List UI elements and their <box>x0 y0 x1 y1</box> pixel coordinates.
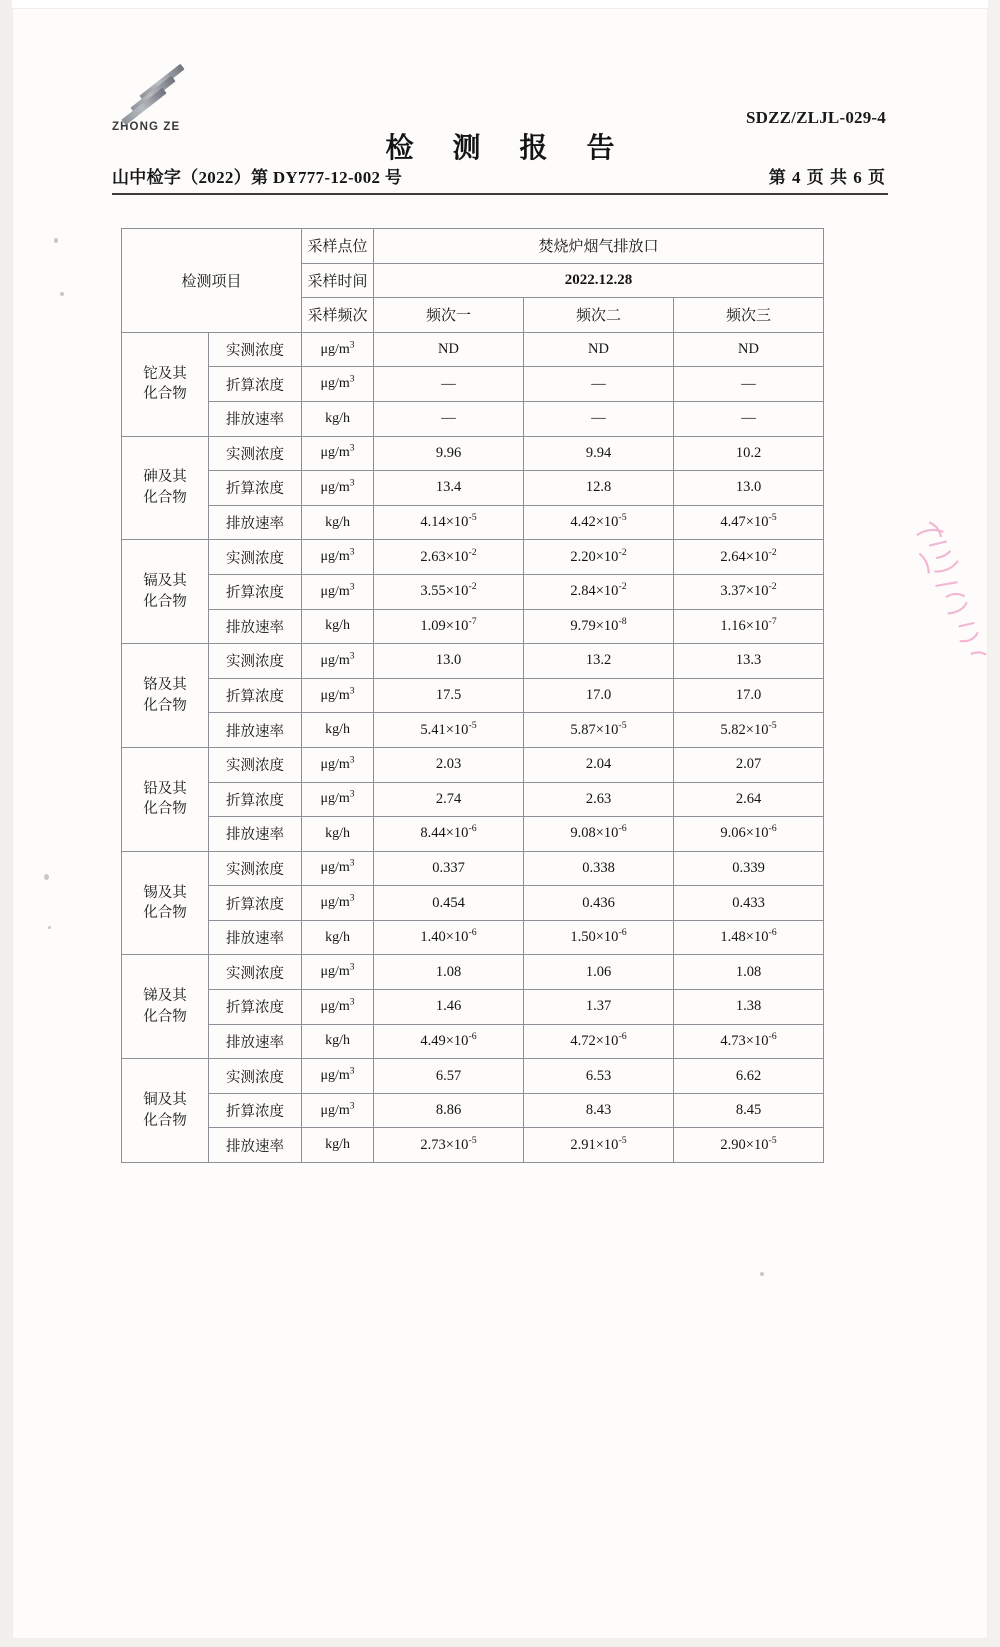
value-cell: $2.20\times 10^{-2}$ <box>524 540 674 575</box>
parameter-name: 实测浓度 <box>209 747 302 782</box>
unit-cell: kg/h <box>302 609 374 644</box>
table-row <box>122 747 824 782</box>
analyte-group-name: 镉及其 化合物 <box>122 540 209 644</box>
unit-cell: kg/h <box>302 505 374 540</box>
table-row <box>122 955 824 990</box>
analyte-group-name: 铬及其 化合物 <box>122 644 209 748</box>
value-cell: 2.63 <box>524 782 674 817</box>
analyte-group-name: 砷及其 化合物 <box>122 436 209 540</box>
analyte-group-name: 铜及其 化合物 <box>122 1059 209 1163</box>
parameter-name: 折算浓度 <box>209 990 302 1025</box>
value-cell: 12.8 <box>524 471 674 506</box>
value-cell: 2.04 <box>524 747 674 782</box>
parameter-name: 折算浓度 <box>209 678 302 713</box>
value-cell: 2.74 <box>374 782 524 817</box>
frequency-column-header-1: 频次一 <box>374 298 524 333</box>
value-cell: $8.44\times 10^{-6}$ <box>374 817 524 852</box>
unit-cell: $\mu g/m^3$ <box>302 955 374 990</box>
parameter-name: 实测浓度 <box>209 436 302 471</box>
parameter-name: 折算浓度 <box>209 367 302 402</box>
parameter-name: 排放速率 <box>209 817 302 852</box>
value-cell: $1.16\times 10^{-7}$ <box>674 609 824 644</box>
value-cell: — <box>524 401 674 436</box>
unit-cell: $\mu g/m^3$ <box>302 990 374 1025</box>
table-row <box>122 367 824 402</box>
scan-speck <box>60 292 64 296</box>
page-number: 第 4 页 共 6 页 <box>768 168 886 187</box>
value-cell: — <box>674 401 824 436</box>
value-cell: $1.48\times 10^{-6}$ <box>674 920 824 955</box>
unit-cell: $\mu g/m^3$ <box>302 367 374 402</box>
scan-edge-right <box>988 0 1000 1647</box>
table-row <box>122 505 824 540</box>
unit-cell: $\mu g/m^3$ <box>302 644 374 679</box>
table-row <box>122 1128 824 1163</box>
table-row <box>122 401 824 436</box>
table-row <box>122 851 824 886</box>
table-row <box>122 782 824 817</box>
analyte-group-name: 锡及其 化合物 <box>122 851 209 955</box>
table-row <box>122 886 824 921</box>
value-cell: $2.73\times 10^{-5}$ <box>374 1128 524 1163</box>
analyte-group-name: 锑及其 化合物 <box>122 955 209 1059</box>
parameter-name: 实测浓度 <box>209 955 302 990</box>
parameter-name: 排放速率 <box>209 609 302 644</box>
unit-cell: $\mu g/m^3$ <box>302 332 374 367</box>
value-cell: $2.84\times 10^{-2}$ <box>524 574 674 609</box>
sampling-frequency-label: 采样频次 <box>302 298 374 333</box>
value-cell: 0.337 <box>374 851 524 886</box>
value-cell: — <box>524 367 674 402</box>
unit-cell: kg/h <box>302 1024 374 1059</box>
table-row <box>122 540 824 575</box>
sampling-point-label: 采样点位 <box>302 229 374 264</box>
value-cell: 1.08 <box>674 955 824 990</box>
value-cell: $4.42\times 10^{-5}$ <box>524 505 674 540</box>
value-cell: $2.90\times 10^{-5}$ <box>674 1128 824 1163</box>
value-cell: $4.49\times 10^{-6}$ <box>374 1024 524 1059</box>
value-cell: $1.40\times 10^{-6}$ <box>374 920 524 955</box>
logo-text: ZHONG ZE <box>112 121 181 133</box>
scan-edge-left <box>0 0 12 1647</box>
value-cell: 6.62 <box>674 1059 824 1094</box>
logo-bars-icon <box>118 76 192 118</box>
value-cell: 6.53 <box>524 1059 674 1094</box>
parameter-name: 折算浓度 <box>209 574 302 609</box>
measurement-results-table <box>121 228 824 1163</box>
value-cell: $9.06\times 10^{-6}$ <box>674 817 824 852</box>
report-number: 山中检字（2022）第 DY777-12-002 号 <box>112 168 403 187</box>
table-row <box>122 1093 824 1128</box>
value-cell: 13.0 <box>374 644 524 679</box>
scan-speck <box>760 1272 764 1276</box>
unit-cell: $\mu g/m^3$ <box>302 747 374 782</box>
value-cell: — <box>674 367 824 402</box>
value-cell: $3.55\times 10^{-2}$ <box>374 574 524 609</box>
value-cell: ND <box>674 332 824 367</box>
value-cell: 8.45 <box>674 1093 824 1128</box>
value-cell: 0.338 <box>524 851 674 886</box>
table-row <box>122 609 824 644</box>
parameter-name: 折算浓度 <box>209 886 302 921</box>
unit-cell: $\mu g/m^3$ <box>302 851 374 886</box>
parameter-name: 实测浓度 <box>209 540 302 575</box>
unit-cell: $\mu g/m^3$ <box>302 1059 374 1094</box>
value-cell: $3.37\times 10^{-2}$ <box>674 574 824 609</box>
value-cell: 17.0 <box>674 678 824 713</box>
unit-cell: kg/h <box>302 713 374 748</box>
value-cell: 1.37 <box>524 990 674 1025</box>
unit-cell: $\mu g/m^3$ <box>302 540 374 575</box>
table-row <box>122 1059 824 1094</box>
unit-cell: $\mu g/m^3$ <box>302 436 374 471</box>
table-row <box>122 332 824 367</box>
value-cell: $2.63\times 10^{-2}$ <box>374 540 524 575</box>
value-cell: 0.454 <box>374 886 524 921</box>
header-divider <box>112 193 888 195</box>
scan-speck <box>54 238 58 243</box>
value-cell: 0.436 <box>524 886 674 921</box>
value-cell: 6.57 <box>374 1059 524 1094</box>
table-row <box>122 713 824 748</box>
value-cell: — <box>374 367 524 402</box>
value-cell: 1.46 <box>374 990 524 1025</box>
value-cell: 9.94 <box>524 436 674 471</box>
frequency-column-header-2: 频次二 <box>524 298 674 333</box>
value-cell: 10.2 <box>674 436 824 471</box>
value-cell: 13.3 <box>674 644 824 679</box>
unit-cell: kg/h <box>302 920 374 955</box>
value-cell: $4.47\times 10^{-5}$ <box>674 505 824 540</box>
value-cell: $2.64\times 10^{-2}$ <box>674 540 824 575</box>
value-cell: $1.50\times 10^{-6}$ <box>524 920 674 955</box>
unit-cell: $\mu g/m^3$ <box>302 886 374 921</box>
parameter-name: 实测浓度 <box>209 332 302 367</box>
table-row <box>122 644 824 679</box>
unit-cell: $\mu g/m^3$ <box>302 574 374 609</box>
parameter-name: 实测浓度 <box>209 644 302 679</box>
document-code: SDZZ/ZLJL-029-4 <box>746 108 886 127</box>
document-header <box>0 0 1000 200</box>
parameter-name: 实测浓度 <box>209 851 302 886</box>
parameter-name: 折算浓度 <box>209 471 302 506</box>
parameter-name: 排放速率 <box>209 1128 302 1163</box>
value-cell: 2.07 <box>674 747 824 782</box>
unit-cell: kg/h <box>302 401 374 436</box>
table-row <box>122 990 824 1025</box>
table-row <box>122 1024 824 1059</box>
scan-speck <box>44 874 49 880</box>
table-row <box>122 817 824 852</box>
value-cell: $5.82\times 10^{-5}$ <box>674 713 824 748</box>
value-cell: $4.72\times 10^{-6}$ <box>524 1024 674 1059</box>
value-cell: 1.38 <box>674 990 824 1025</box>
sampling-point-value: 焚烧炉烟气排放口 <box>374 229 824 264</box>
value-cell: 17.0 <box>524 678 674 713</box>
parameter-name: 折算浓度 <box>209 782 302 817</box>
value-cell: 8.43 <box>524 1093 674 1128</box>
table-header-row <box>122 229 824 264</box>
scan-speck <box>48 926 51 929</box>
value-cell: 2.64 <box>674 782 824 817</box>
value-cell: $9.79\times 10^{-8}$ <box>524 609 674 644</box>
unit-cell: kg/h <box>302 817 374 852</box>
parameter-name: 排放速率 <box>209 713 302 748</box>
value-cell: 2.03 <box>374 747 524 782</box>
value-cell: 1.06 <box>524 955 674 990</box>
table-row <box>122 436 824 471</box>
value-cell: $5.87\times 10^{-5}$ <box>524 713 674 748</box>
value-cell: $2.91\times 10^{-5}$ <box>524 1128 674 1163</box>
analyte-group-name: 铊及其 化合物 <box>122 332 209 436</box>
parameter-name: 排放速率 <box>209 505 302 540</box>
item-header-cell: 检测项目 <box>122 229 302 333</box>
value-cell: 0.339 <box>674 851 824 886</box>
page-title: 检 测 报 告 <box>385 133 631 164</box>
parameter-name: 折算浓度 <box>209 1093 302 1128</box>
table-row <box>122 678 824 713</box>
unit-cell: $\mu g/m^3$ <box>302 1093 374 1128</box>
value-cell: $4.73\times 10^{-6}$ <box>674 1024 824 1059</box>
parameter-name: 实测浓度 <box>209 1059 302 1094</box>
parameter-name: 排放速率 <box>209 920 302 955</box>
unit-cell: $\mu g/m^3$ <box>302 471 374 506</box>
parameter-name: 排放速率 <box>209 1024 302 1059</box>
value-cell: $5.41\times 10^{-5}$ <box>374 713 524 748</box>
analyte-group-name: 铅及其 化合物 <box>122 747 209 851</box>
table-row <box>122 471 824 506</box>
unit-cell: $\mu g/m^3$ <box>302 678 374 713</box>
value-cell: ND <box>374 332 524 367</box>
parameter-name: 排放速率 <box>209 401 302 436</box>
scan-edge-bottom <box>0 1639 1000 1647</box>
sampling-time-value: 2022.12.28 <box>374 263 824 298</box>
value-cell: 13.4 <box>374 471 524 506</box>
value-cell: 17.5 <box>374 678 524 713</box>
value-cell: 13.2 <box>524 644 674 679</box>
table-row <box>122 574 824 609</box>
value-cell: 13.0 <box>674 471 824 506</box>
value-cell: $1.09\times 10^{-7}$ <box>374 609 524 644</box>
table-row <box>122 920 824 955</box>
value-cell: 9.96 <box>374 436 524 471</box>
value-cell: — <box>374 401 524 436</box>
value-cell: 8.86 <box>374 1093 524 1128</box>
value-cell: ND <box>524 332 674 367</box>
sampling-time-label: 采样时间 <box>302 263 374 298</box>
value-cell: 0.433 <box>674 886 824 921</box>
value-cell: $4.14\times 10^{-5}$ <box>374 505 524 540</box>
unit-cell: $\mu g/m^3$ <box>302 782 374 817</box>
unit-cell: kg/h <box>302 1128 374 1163</box>
value-cell: $9.08\times 10^{-6}$ <box>524 817 674 852</box>
value-cell: 1.08 <box>374 955 524 990</box>
frequency-column-header-3: 频次三 <box>674 298 824 333</box>
